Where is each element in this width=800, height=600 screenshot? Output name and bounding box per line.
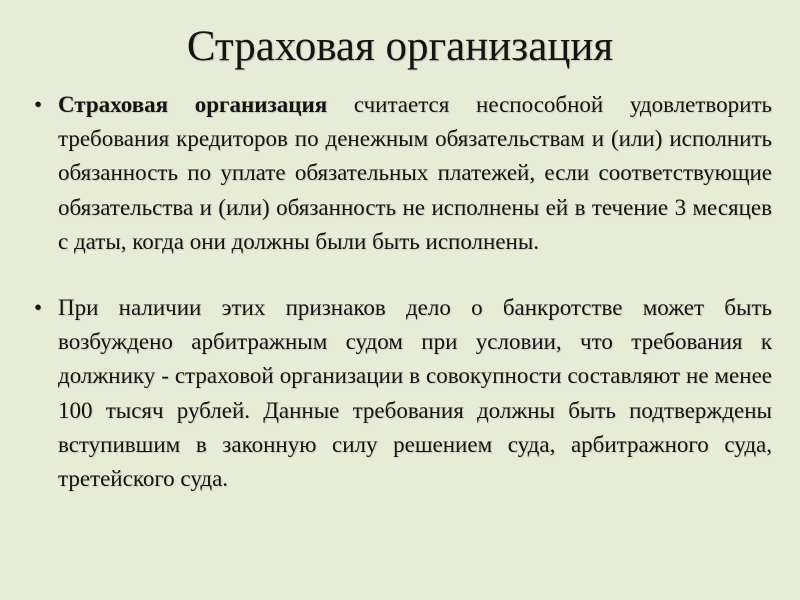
bullet-list xyxy=(28,88,772,496)
bullet-1-text: считается неспособной удовлетворить требования кредиторов по денежным обязательствам и (или) исполнить обязанность по уплате обязательных платежей, если соответствующие обязательства и (или) обязанность не исполнены ей в течение 3 месяцев с даты, когда они должны были быть исполнены. xyxy=(58,92,772,254)
bullet-dot-icon: • xyxy=(33,92,43,117)
bullet-2-text: При наличии этих признаков дело о банкротстве может быть возбуждено арбитражным судом при условии, что требования к должнику - страховой организации в совокупности составляют не менее 100 тысяч рублей. Данные требования должны быть подтверждены вступившим в законную силу решением суда, арбитражного суда, третейского суда. xyxy=(58,295,772,492)
bullet-item-1 xyxy=(28,88,772,259)
slide-title: Страховая организация xyxy=(186,23,614,70)
bullet-1-lead: Страховая организация xyxy=(58,92,328,117)
bullet-dot-icon: • xyxy=(33,295,43,321)
bullet-item-2 xyxy=(28,291,772,496)
